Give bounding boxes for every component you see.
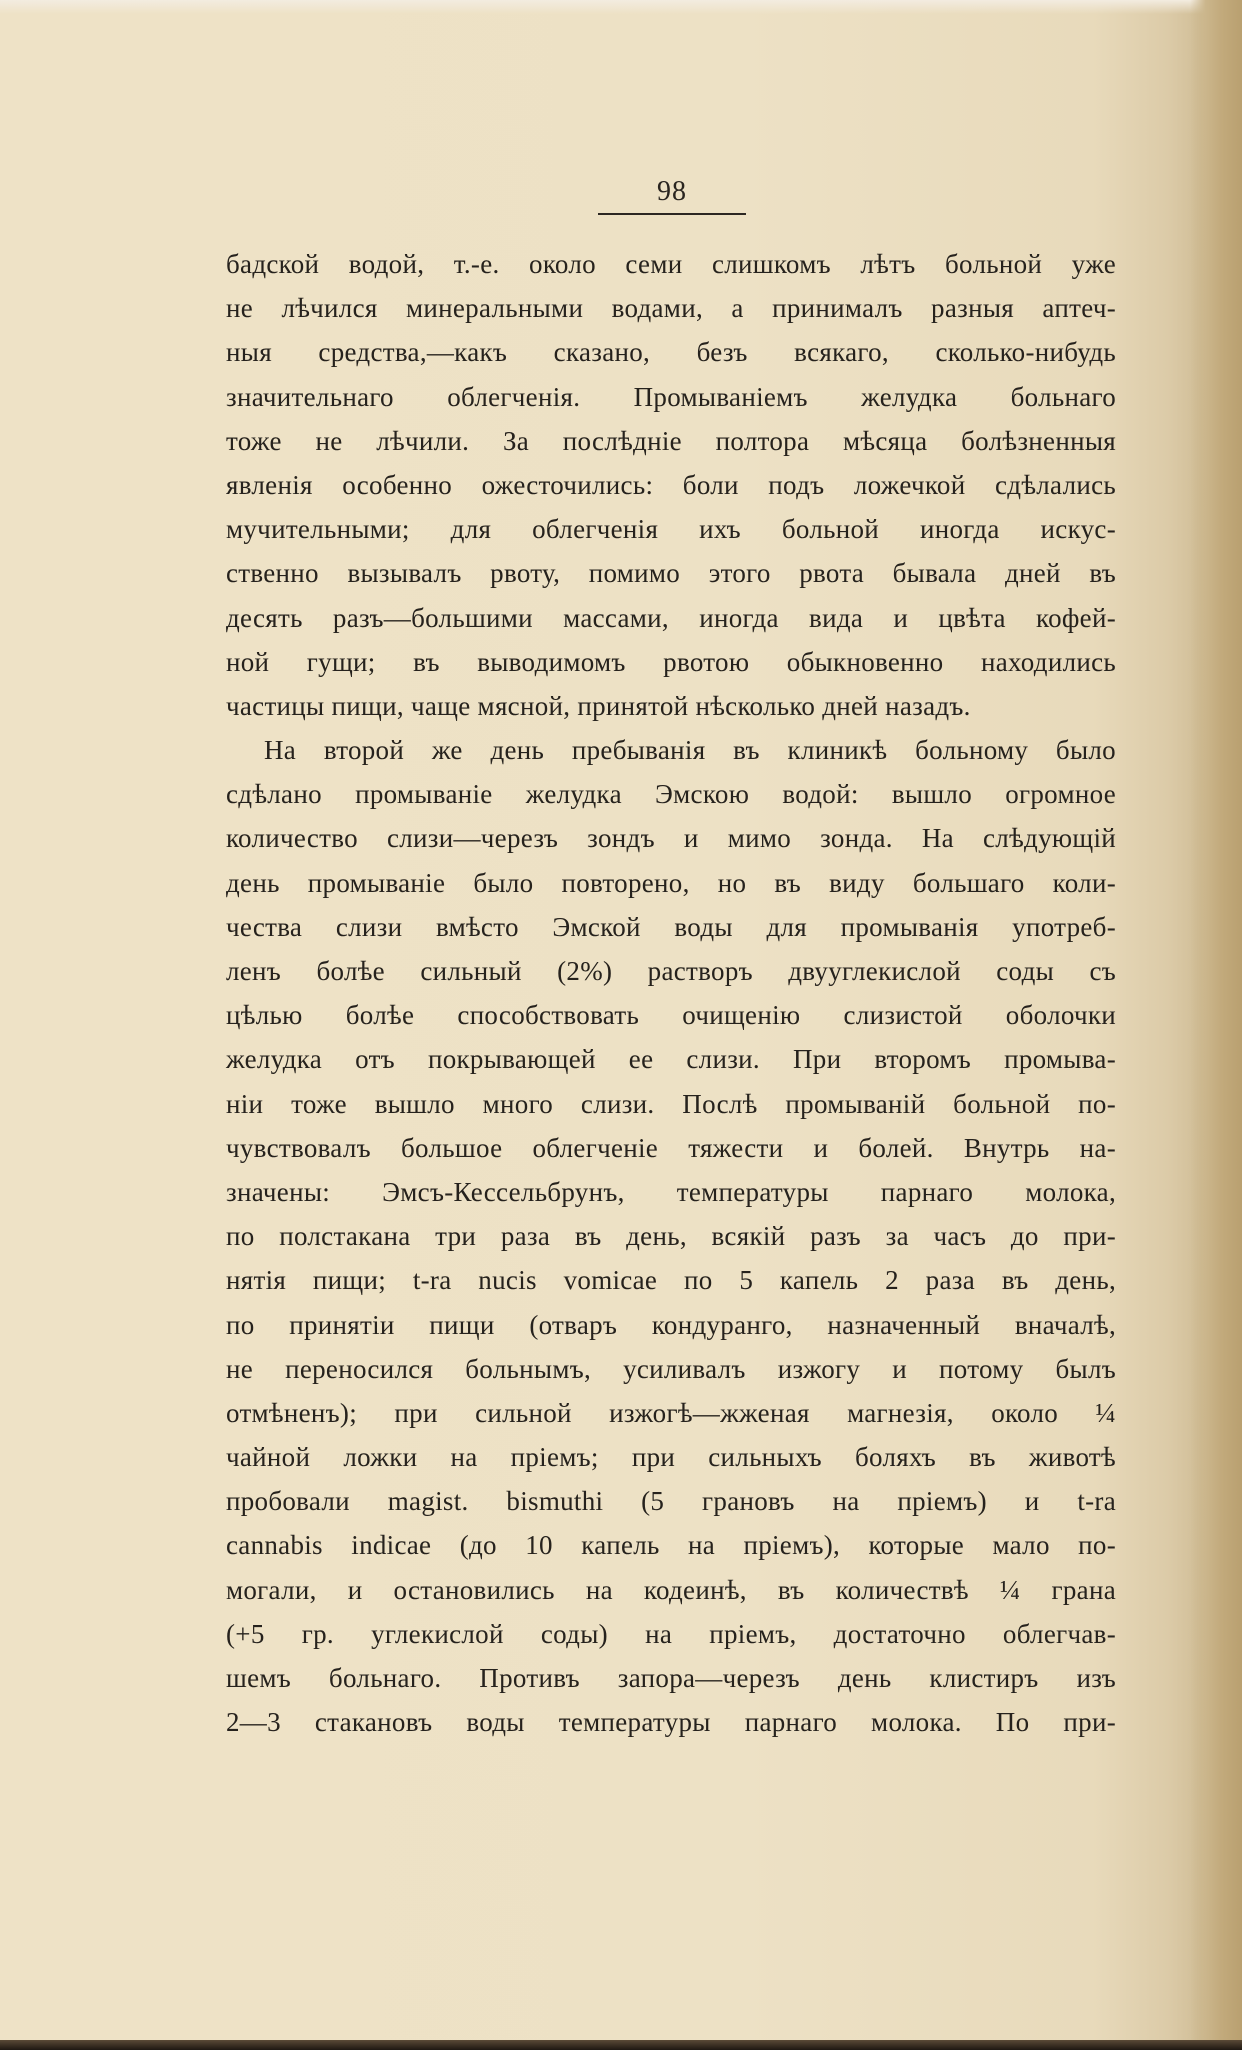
text-line: тоже не лѣчили. За послѣдніе полтора мѣсяца болѣзненныя — [226, 425, 1116, 456]
paragraph-start-line: На второй же день пребыванія въ клиникѣ больному было — [264, 735, 1116, 766]
text-line: количество слизи—черезъ зондъ и мимо зонда. На слѣдующій — [226, 823, 1116, 854]
text-line: день промываніе было повторено, но въ виду большаго коли- — [226, 867, 1116, 898]
body-text — [226, 242, 1116, 1744]
text-line: частицы пищи, чаще мясной, принятой нѣсколько дней назадъ. — [226, 690, 971, 721]
text-line: 2—3 стакановъ воды температуры парнаго молока. По при- — [226, 1707, 1116, 1738]
text-line: cannabis indicae (до 10 капель на пріемъ), которые мало по- — [226, 1530, 1116, 1561]
text-line: по полстакана три раза въ день, всякій разъ за часъ до при- — [226, 1221, 1116, 1252]
page-header — [598, 175, 746, 215]
page-edge-shadow — [1190, 0, 1242, 2050]
text-line: по принятіи пищи (отваръ кондуранго, назначенный вначалѣ, — [226, 1309, 1116, 1340]
text-line: отмѣненъ); при сильной изжогѣ—жженая магнезія, около ¼ — [226, 1397, 1116, 1428]
text-line: могали, и остановились на кодеинѣ, въ количествѣ ¼ грана — [226, 1574, 1116, 1605]
text-line: не лѣчился минеральными водами, а принималъ разныя аптеч- — [226, 293, 1116, 324]
bottom-edge — [0, 2040, 1242, 2050]
text-line: желудка отъ покрывающей ее слизи. При второмъ промыва- — [226, 1044, 1116, 1075]
text-line: (+5 гр. углекислой соды) на пріемъ, достаточно облегчав- — [226, 1618, 1116, 1649]
top-shadow — [0, 0, 1242, 14]
header-rule — [598, 213, 746, 215]
text-line: значены: Эмсъ-Кессельбрунъ, температуры парнаго молока, — [226, 1176, 1116, 1207]
text-line: ныя средства,—какъ сказано, безъ всякаго, сколько-нибудь — [226, 337, 1116, 368]
text-line: явленія особенно ожесточились: боли подъ ложечкой сдѣлались — [226, 469, 1116, 500]
text-line: ственно вызывалъ рвоту, помимо этого рвота бывала дней въ — [226, 558, 1116, 589]
text-line: ніи тоже вышло много слизи. Послѣ промываній больной по- — [226, 1088, 1116, 1119]
text-line: чайной ложки на пріемъ; при сильныхъ боляхъ въ животѣ — [226, 1442, 1116, 1473]
text-line: чества слизи вмѣсто Эмской воды для промыванія употреб- — [226, 911, 1116, 942]
text-line: мучительными; для облегченія ихъ больной иногда искус- — [226, 514, 1116, 545]
text-line: десять разъ—большими массами, иногда вида и цвѣта кофей- — [226, 602, 1116, 633]
text-line: не переносился больнымъ, усиливалъ изжогу и потому былъ — [226, 1353, 1116, 1384]
text-line: пробовали magist. bismuthi (5 грановъ на пріемъ) и t-ra — [226, 1486, 1116, 1517]
text-line: цѣлью болѣе способствовать очищенію слизистой оболочки — [226, 1000, 1116, 1031]
text-line: нятія пищи; t-ra nucis vomicae по 5 капель 2 раза въ день, — [226, 1265, 1116, 1296]
text-line: ной гущи; въ выводимомъ рвотою обыкновенно находились — [226, 646, 1116, 677]
text-line: сдѣлано промываніе желудка Эмскою водой: вышло огромное — [226, 779, 1116, 810]
text-line: значительнаго облегченія. Промываніемъ желудка больнаго — [226, 381, 1116, 412]
page-number: 98 — [657, 176, 687, 207]
text-line: бадской водой, т.-е. около семи слишкомъ лѣтъ больной уже — [226, 249, 1116, 279]
text-line: шемъ больнаго. Противъ запора—черезъ день клистиръ изъ — [226, 1663, 1116, 1693]
text-line: ленъ болѣе сильный (2%) растворъ двууглекислой соды съ — [226, 956, 1116, 986]
text-line: чувствовалъ большое облегченіе тяжести и болей. Внутрь на- — [226, 1132, 1116, 1163]
